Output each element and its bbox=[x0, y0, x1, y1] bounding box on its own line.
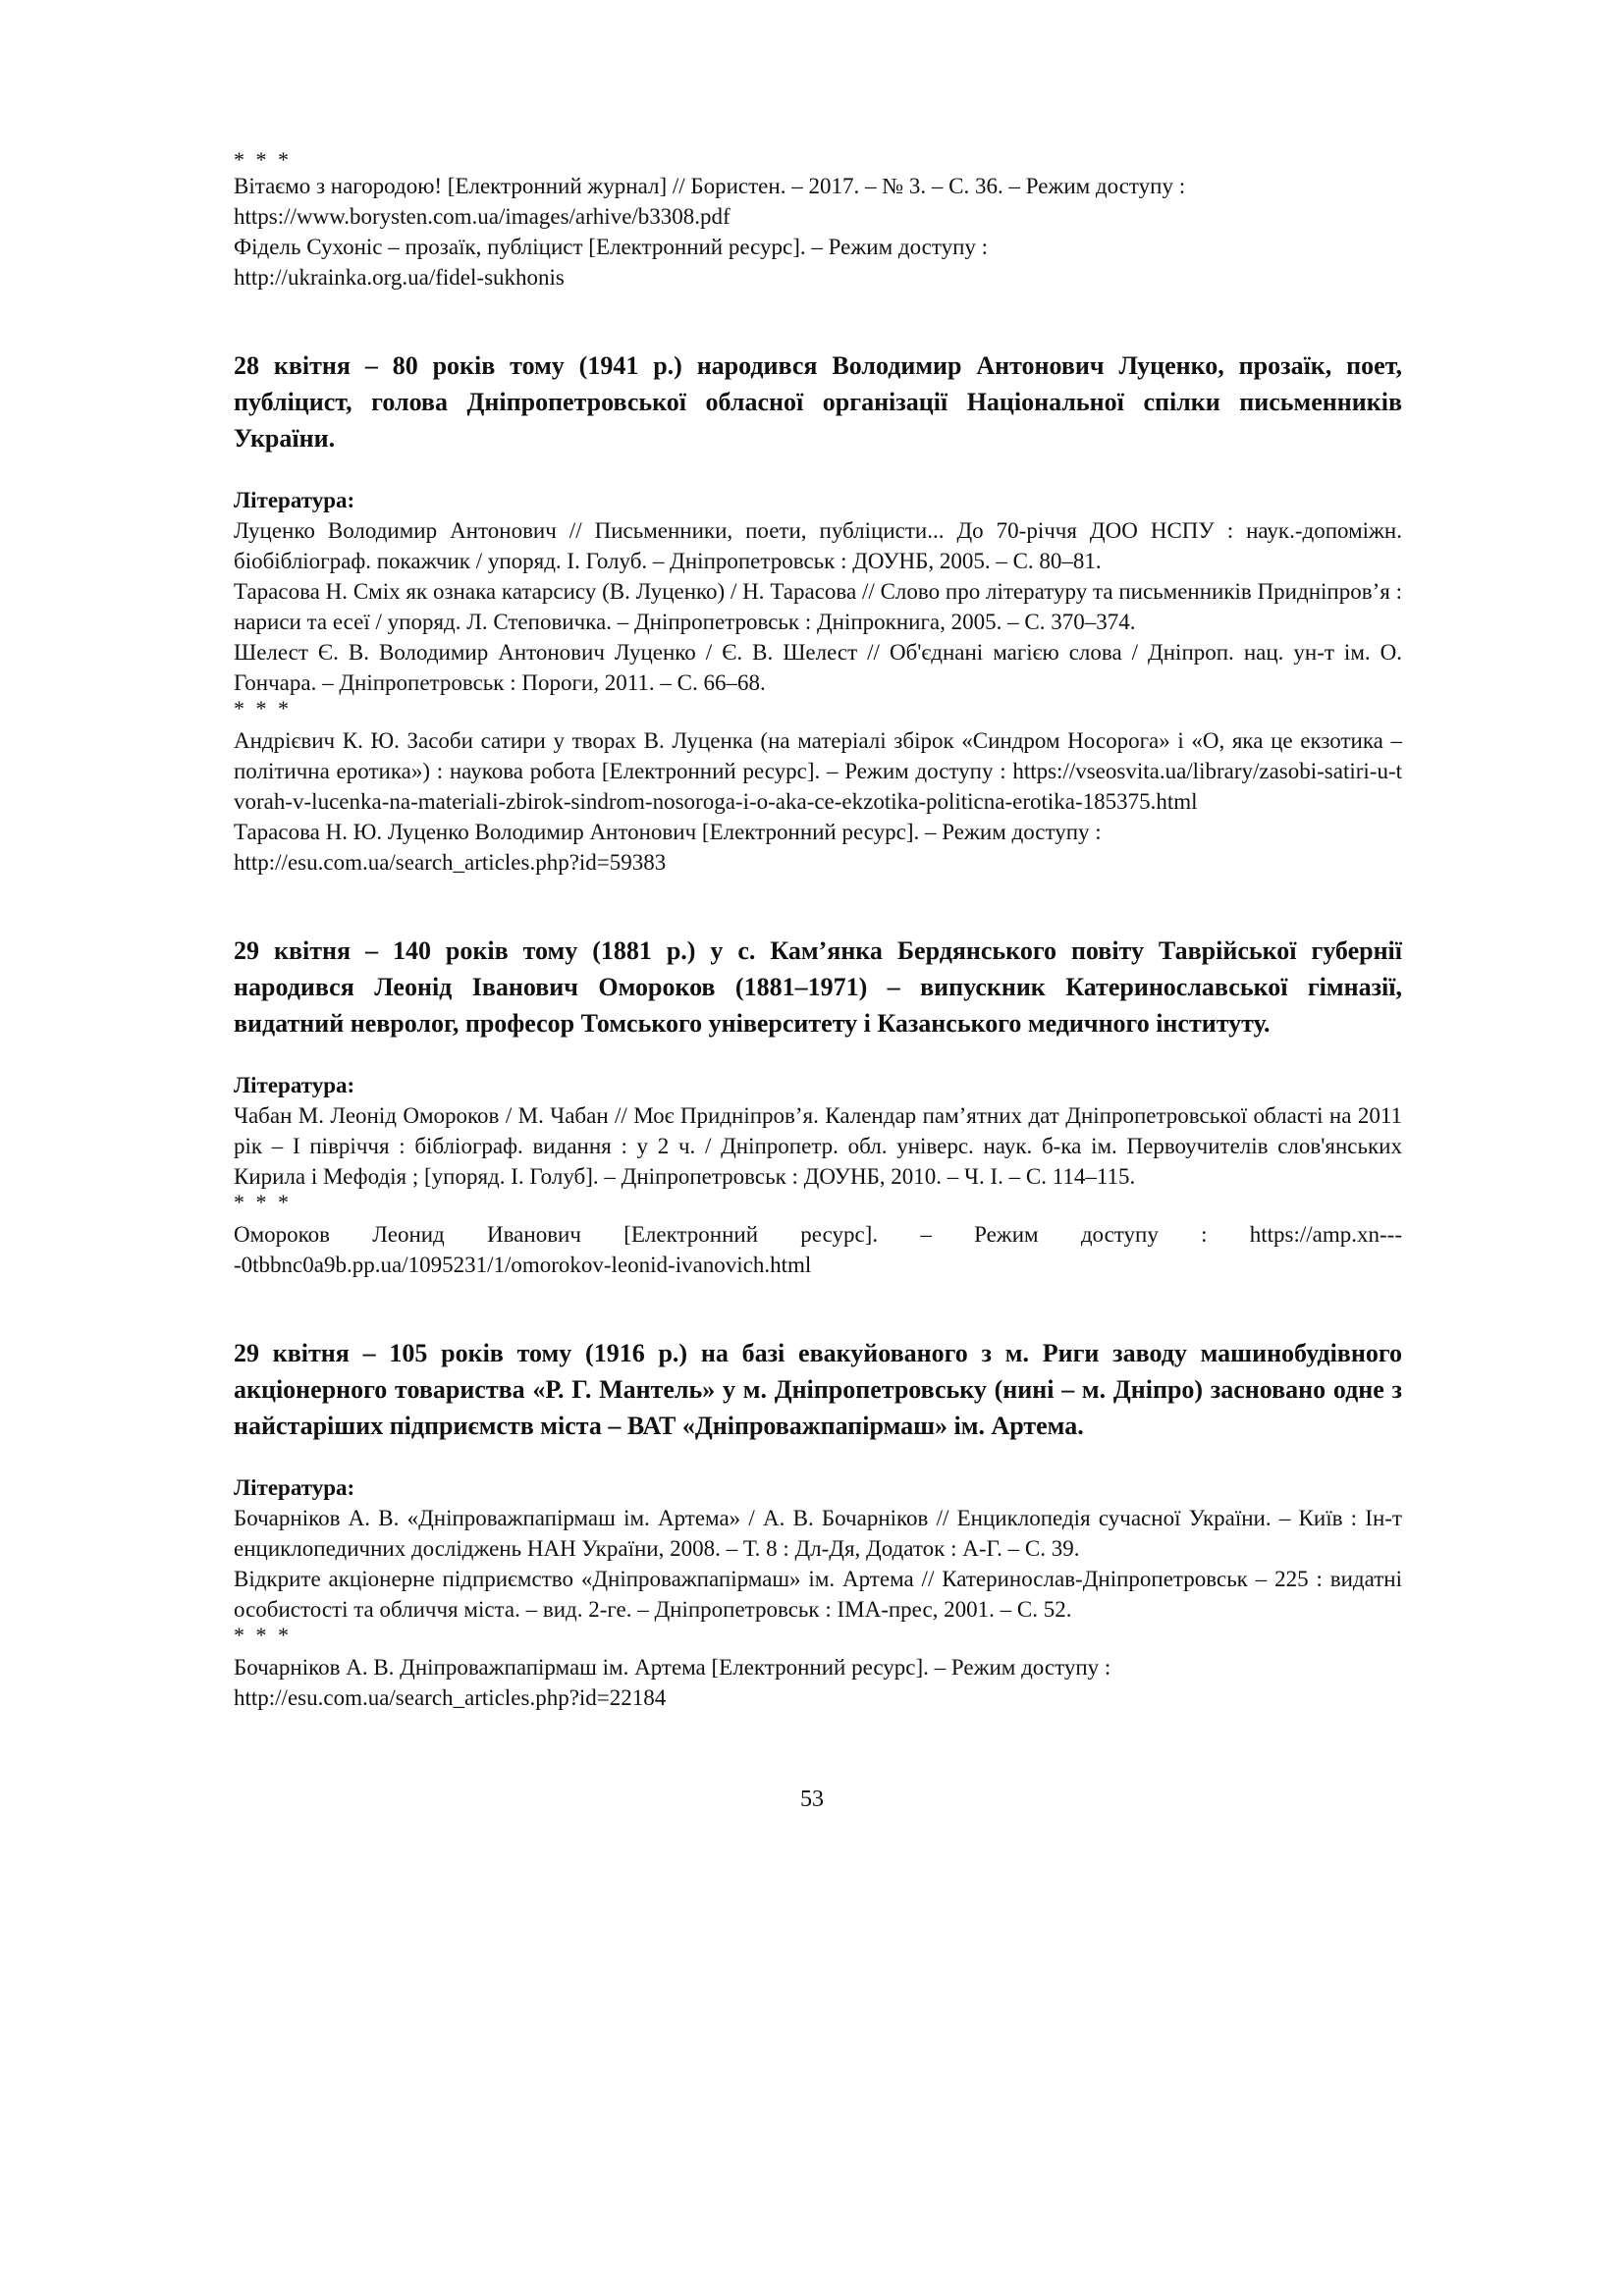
page-content bbox=[234, 149, 1402, 1713]
entry-url[interactable]: http://esu.com.ua/search_articles.php?id=59383 bbox=[234, 850, 667, 875]
date-section bbox=[234, 347, 1402, 878]
bibliography-entry: Луценко Володимир Антонович // Письменники, поети, публіцисти... До 70-річчя ДОО НСПУ : наук.-допоміжн. біобібліограф. покажчик / упоряд. І. Голуб. – Дніпропетровськ : ДОУНБ, 2005. – С. 80–81. bbox=[234, 518, 1402, 573]
literature-label: Література: bbox=[234, 1073, 355, 1097]
separator: * * * bbox=[234, 1623, 292, 1647]
section-heading: 29 квітня – 140 років тому (1881 р.) у с. Кам’янка Бердянського повіту Таврійської губернії народився Леонід Іванович Омороков (1881–1971) – випускник Катеринославської гімназії, видатний невролог, професор Томського університету і Казанського медичного інституту. bbox=[234, 936, 1402, 1038]
bibliography-entry: Андрієвич К. Ю. Засоби сатири у творах В. Луценка (на матеріалі збірок «Синдром Носорога» і «О, яка це екзотика – політична еротика») : наукова робота [Електронний ресурс]. – Режим доступу : https://vseosvita.ua/library/zasobi-satiri-u-tvorah-v-lucenka-na-materiali-zbirok-sindrom-nosoroga-i-o-aka-ce-ekzotika-politicna-erotika-185375.html bbox=[234, 728, 1402, 814]
bibliography-entry: Омороков Леонид Иванович [Електронний ресурс]. – Режим доступу : https://amp.xn----0tbbnc0a9b.pp.ua/1095231/1/omorokov-leonid-ivanovich.html bbox=[234, 1222, 1402, 1277]
separator: * * * bbox=[234, 1190, 292, 1214]
section-heading: 28 квітня – 80 років тому (1941 р.) народився Володимир Антонович Луценко, прозаїк, поет, публіцист, голова Дніпропетровської обласної організації Національної спілки письменників України. bbox=[234, 351, 1402, 453]
bibliography-entry: Тарасова Н. Ю. Луценко Володимир Антонович [Електронний ресурс]. – Режим доступу : http://esu.com.ua/search_articles.php?id=59383 bbox=[234, 820, 1102, 875]
separator: * * * bbox=[234, 696, 292, 721]
date-section bbox=[234, 1335, 1402, 1713]
bibliography-entry: Бочарніков А. В. Дніпроважпапірмаш ім. Артема [Електронний ресурс]. – Режим доступу : http://esu.com.ua/search_articles.php?id=22184 bbox=[234, 1655, 1111, 1710]
intro-block bbox=[234, 149, 1402, 293]
literature-label: Література: bbox=[234, 1475, 355, 1500]
literature-label: Література: bbox=[234, 488, 355, 512]
bibliography-entry: Відкрите акціонерне підприємство «Дніпроважпапірмаш» ім. Артема // Катеринослав-Дніпропетровськ – 225 : видатні особистості та обличчя міста. – вид. 2-ге. – Дніпропетровськ : ІМА-прес, 2001. – С. 52. bbox=[234, 1567, 1402, 1622]
bibliography-entry: Фідель Сухоніс – прозаїк, публіцист [Електронний ресурс]. – Режим доступу : http://ukrainka.org.ua/fidel-sukhonis bbox=[234, 235, 989, 290]
date-section bbox=[234, 933, 1402, 1280]
entry-url[interactable]: http://esu.com.ua/search_articles.php?id=22184 bbox=[234, 1685, 667, 1710]
section-heading: 29 квітня – 105 років тому (1916 р.) на базі евакуйованого з м. Риги заводу машинобудівного акціонерного товариства «Р. Г. Мантель» у м. Дніпропетровську (нині – м. Дніпро) засновано одне з найстаріших підприємств міста – ВАТ «Дніпроважпапірмаш» ім. Артема. bbox=[234, 1339, 1402, 1440]
entry-url[interactable]: https://vseosvita.ua/library/zasobi-satiri-u-tvorah-v-lucenka-na-materiali-zbirok-sindrom-nosoroga-i-o-aka-ce-ekzotika-politicna-erotika-185375.html bbox=[234, 759, 1402, 814]
entry-url[interactable]: http://ukrainka.org.ua/fidel-sukhonis bbox=[234, 265, 565, 290]
page-number: 53 bbox=[800, 1787, 824, 1812]
bibliography-entry: Тарасова Н. Сміх як ознака катарсису (В. Луценко) / Н. Тарасова // Слово про літературу та письменників Придніпров’я : нариси та есеї / упоряд. Л. Степовичка. – Дніпропетровськ : Дніпрокнига, 2005. – С. 370–374. bbox=[234, 579, 1402, 634]
entry-url[interactable]: https://www.borysten.com.ua/images/arhive/b3308.pdf bbox=[234, 204, 731, 229]
bibliography-entry: Шелест Є. В. Володимир Антонович Луценко / Є. В. Шелест // Об'єднані магією слова / Дніпроп. нац. ун-т ім. О. Гончара. – Дніпропетровськ : Пороги, 2011. – С. 66–68. bbox=[234, 640, 1402, 695]
bibliography-entry: Вітаємо з нагородою! [Електронний журнал] // Бористен. – 2017. – № 3. – С. 36. – Режим доступу : https://www.borysten.com.ua/images/arhive/b3308.pdf bbox=[234, 174, 1186, 229]
bibliography-entry: Чабан М. Леонід Омороков / М. Чабан // Моє Придніпров’я. Календар пам’ятних дат Дніпропетровської області на 2011 рік – І півріччя : бібліограф. видання : у 2 ч. / Дніпропетр. обл. універс. наук. б-ка ім. Первоучителів слов'янських Кирила і Мефодія ; [упоряд. І. Голуб]. – Дніпропетровськ : ДОУНБ, 2010. – Ч. І. – С. 114–115. bbox=[234, 1103, 1402, 1189]
separator: * * * bbox=[234, 147, 292, 172]
bibliography-entry: Бочарніков А. В. «Дніпроважпапірмаш ім. Артема» / А. В. Бочарніков // Енциклопедія сучасної України. – Київ : Ін-т енциклопедичних досліджень НАН України, 2008. – Т. 8 : Дл-Дя, Додаток : А-Г. – С. 39. bbox=[234, 1506, 1402, 1561]
